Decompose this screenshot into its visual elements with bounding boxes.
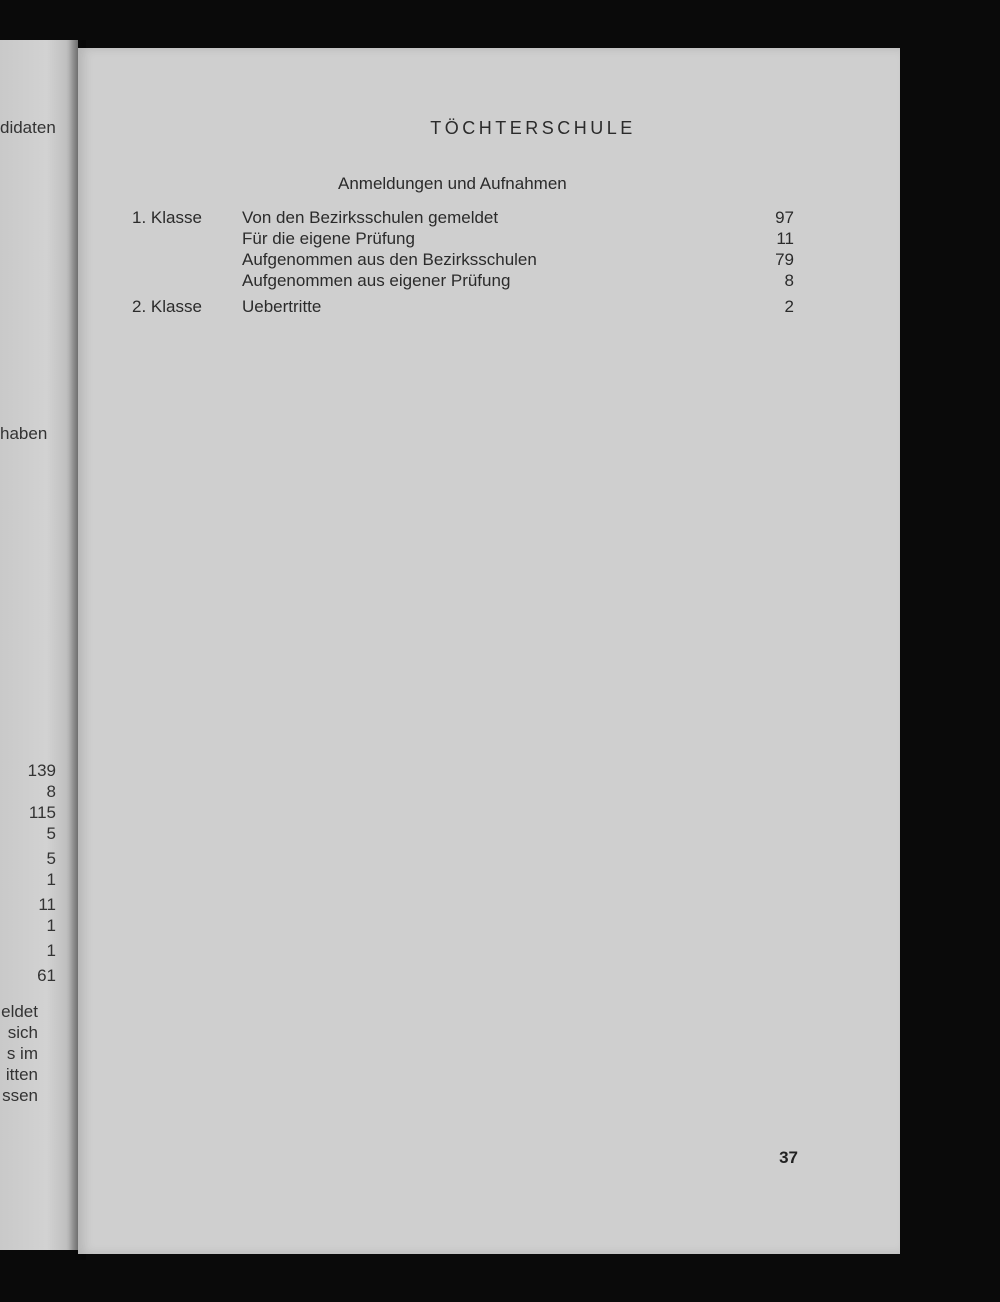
left-page-fragment: s im	[6, 1044, 38, 1063]
section-heading: Anmeldungen und Aufnahmen	[338, 174, 567, 193]
left-page-number: 1	[46, 941, 56, 960]
left-page-fragment: sich	[7, 1023, 38, 1042]
left-page-number: 8	[46, 782, 56, 801]
row-value: 2	[784, 297, 794, 316]
document-page	[78, 48, 900, 1254]
left-page-word: didaten	[0, 118, 56, 137]
left-page-number: 5	[46, 824, 56, 843]
row-value: 79	[775, 250, 794, 269]
left-page-word: haben	[0, 424, 48, 443]
row-value: 11	[776, 229, 794, 248]
row-label: Für die eigene Prüfung	[242, 229, 415, 248]
left-page-number: 1	[46, 870, 56, 889]
left-page-number: 139	[27, 761, 56, 780]
row-value: 8	[784, 271, 794, 290]
page-number: 37	[779, 1148, 798, 1167]
left-page-fragment: ssen	[2, 1086, 38, 1105]
left-page-number: 5	[46, 849, 56, 868]
left-page-number: 1	[46, 916, 56, 935]
row-label: Aufgenommen aus eigener Prüfung	[242, 271, 511, 290]
left-page-fragment: eldet	[1, 1002, 38, 1021]
left-page-number: 115	[28, 803, 56, 822]
page-title: TÖCHTERSCHULE	[430, 118, 636, 138]
row-label: Von den Bezirksschulen gemeldet	[242, 208, 499, 227]
left-page-number: 61	[37, 966, 56, 985]
left-page-number: 11	[38, 895, 56, 914]
class-label: 1. Klasse	[132, 208, 202, 227]
left-page-fragment: itten	[5, 1065, 38, 1084]
row-label: Uebertritte	[242, 297, 322, 316]
class-label: 2. Klasse	[132, 297, 202, 316]
row-value: 97	[775, 208, 794, 227]
row-label: Aufgenommen aus den Bezirksschulen	[242, 250, 537, 269]
